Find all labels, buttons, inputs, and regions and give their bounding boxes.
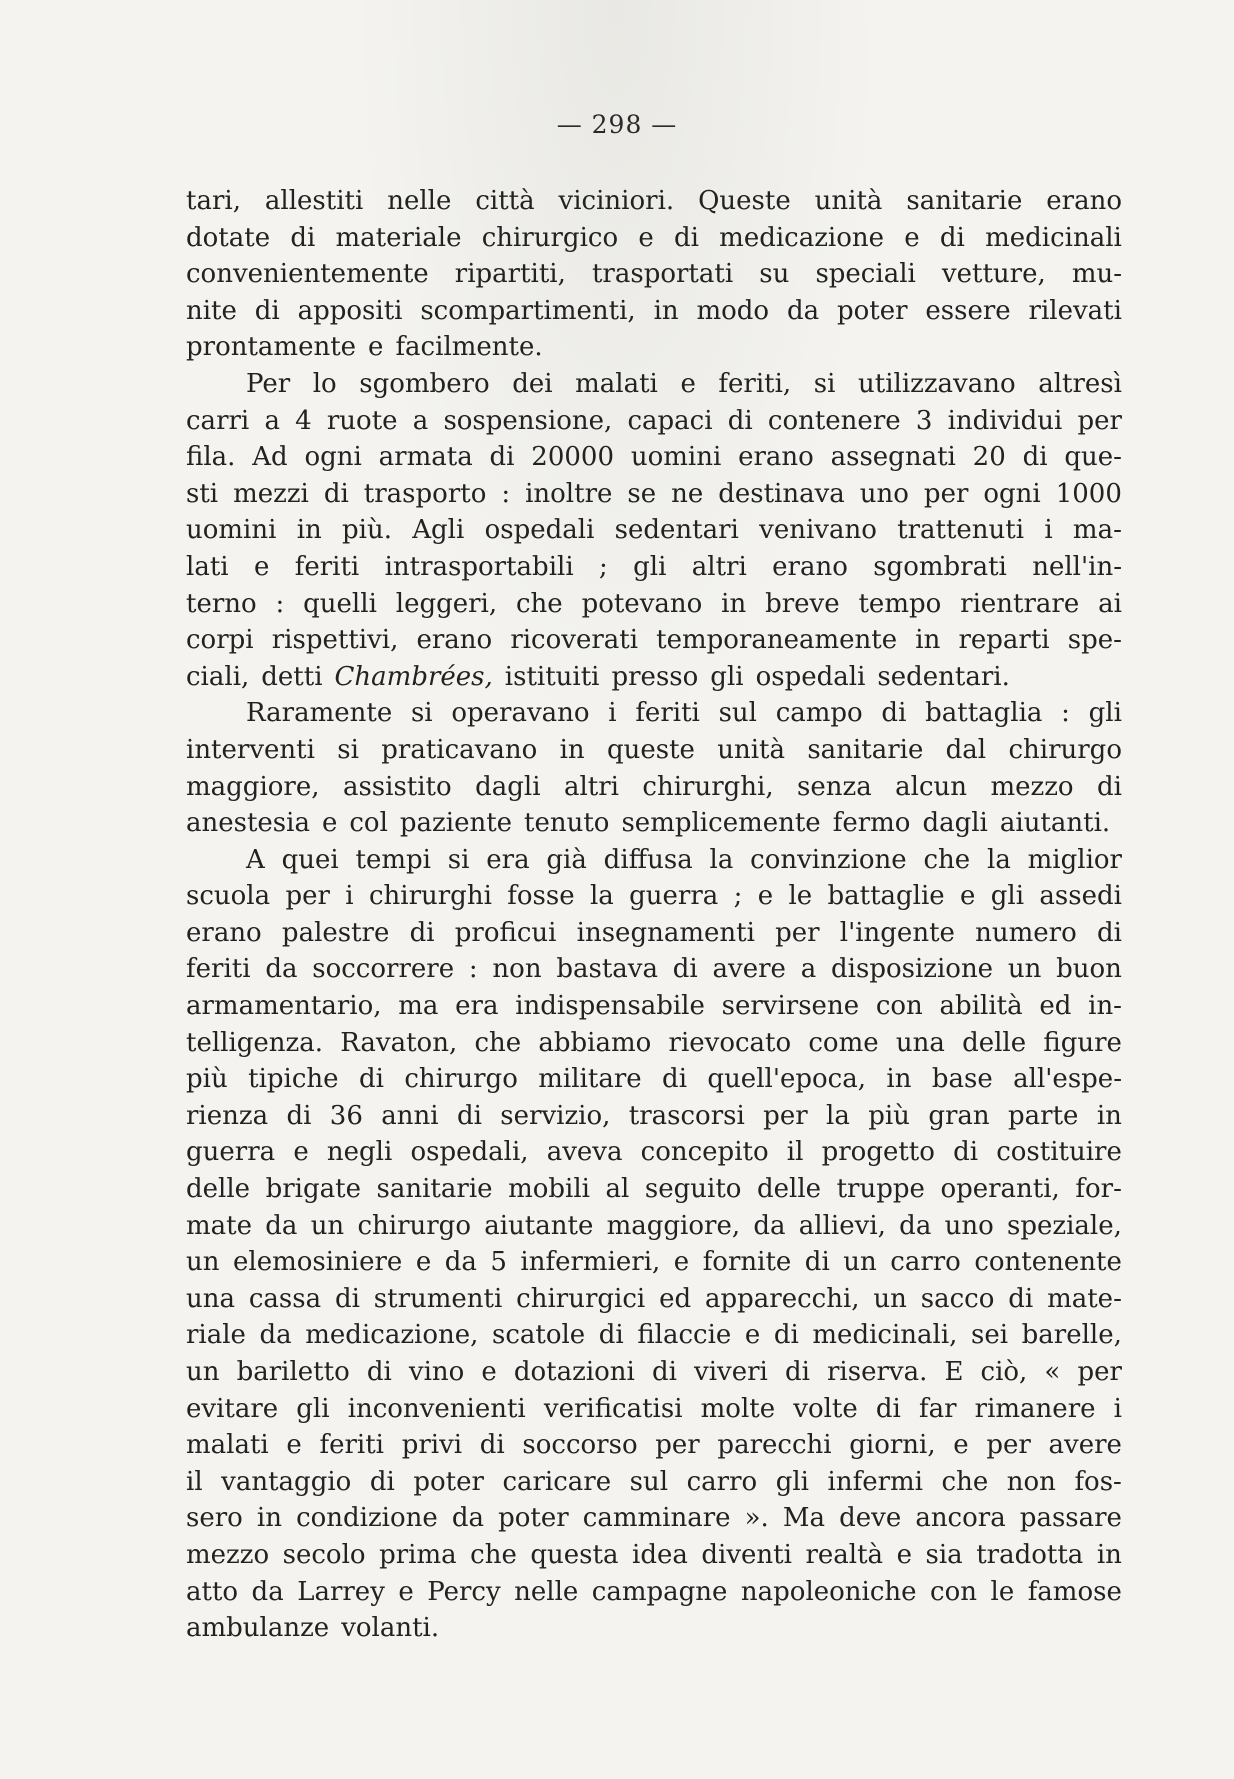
text-line: nite di appositi scompartimenti, in modo da poter essere rilevati [186, 295, 1122, 326]
text-line: malati e feriti privi di soccorso per parecchi giorni, e per avere [186, 1430, 1122, 1461]
text-line: Raramente si operavano i feriti sul campo di battaglia : gli [246, 698, 1122, 729]
paragraph [186, 183, 1122, 366]
text-line: ciali, detti Chambrées, istituiti presso gli ospedali sedentari. [186, 661, 1010, 692]
text-line: mate da un chirurgo aiutante maggiore, da allievi, da uno speziale, [186, 1210, 1122, 1241]
text-line: Per lo sgombero dei malati e feriti, si utilizzavano altresì [246, 368, 1122, 399]
text-line: fila. Ad ogni armata di 20000 uomini erano assegnati 20 di que- [186, 442, 1122, 473]
text-line: terno : quelli leggeri, che potevano in breve tempo rientrare ai [186, 588, 1122, 619]
text-line: A quei tempi si era già diffusa la convinzione che la miglior [246, 844, 1122, 875]
text-line: corpi rispettivi, erano ricoverati temporaneamente in reparti spe- [186, 625, 1122, 656]
text-line: convenientemente ripartiti, trasportati su speciali vetture, mu- [186, 259, 1122, 290]
page-number: — 298 — [556, 110, 678, 139]
text-line: mezzo secolo prima che questa idea diventi realtà e sia tradotta in [186, 1539, 1122, 1570]
text-line: guerra e negli ospedali, aveva concepito il progetto di costituire [186, 1137, 1122, 1168]
text-line: più tipiche di chirurgo militare di quell'epoca, in base all'espe- [186, 1064, 1122, 1095]
text-line: lati e feriti intrasportabili ; gli altri erano sgombrati nell'in- [186, 551, 1122, 582]
body-text [186, 183, 1122, 1647]
text-line: telligenza. Ravaton, che abbiamo rievocato come una delle figure [186, 1027, 1122, 1058]
paragraph [186, 366, 1122, 695]
text-line: un elemosiniere e da 5 infermieri, e fornite di un carro contenente [186, 1247, 1122, 1278]
text-line: sero in condizione da poter camminare ». Ma deve ancora passare [186, 1503, 1122, 1534]
text-line: prontamente e facilmente. [186, 332, 543, 363]
text-line: feriti da soccorrere : non bastava di avere a disposizione un buon [186, 954, 1122, 985]
text-line: sti mezzi di trasporto : inoltre se ne destinava uno per ogni 1000 [186, 478, 1122, 509]
text-line: erano palestre di proficui insegnamenti per l'ingente numero di [186, 917, 1122, 948]
text-line: anestesia e col paziente tenuto semplicemente fermo dagli aiutanti. [186, 808, 1111, 839]
text-line: scuola per i chirurghi fosse la guerra ; e le battaglie e gli assedi [186, 881, 1122, 912]
text-line: interventi si praticavano in queste unità sanitarie dal chirurgo [186, 734, 1122, 765]
text-line: atto da Larrey e Percy nelle campagne napoleoniche con le famose [186, 1576, 1122, 1607]
text-line: uomini in più. Agli ospedali sedentari venivano trattenuti i ma- [186, 515, 1122, 546]
text-line: dotate di materiale chirurgico e di medicazione e di medicinali [186, 222, 1122, 253]
text-line: maggiore, assistito dagli altri chirurghi, senza alcun mezzo di [186, 771, 1122, 802]
text-line: il vantaggio di poter caricare sul carro gli infermi che non fos- [186, 1466, 1122, 1497]
text-line: un bariletto di vino e dotazioni di viveri di riserva. E ciò, « per [186, 1357, 1122, 1387]
paragraph [186, 695, 1122, 841]
text-line: delle brigate sanitarie mobili al seguito delle truppe operanti, for- [186, 1174, 1122, 1205]
text-line: evitare gli inconvenienti verificatisi molte volte di far rimanere i [186, 1393, 1122, 1424]
text-line: tari, allestiti nelle città viciniori. Queste unità sanitarie erano [186, 186, 1122, 216]
text-line: riale da medicazione, scatole di filaccie e di medicinali, sei barelle, [186, 1320, 1122, 1351]
text-line: rienza di 36 anni di servizio, trascorsi per la più gran parte in [186, 1100, 1122, 1131]
paragraph [186, 842, 1122, 1647]
text-line: carri a 4 ruote a sospensione, capaci di contenere 3 individui per [186, 405, 1122, 436]
text-line: ambulanze volanti. [186, 1613, 440, 1644]
text-line: armamentario, ma era indispensabile servirsene con abilità ed in- [186, 991, 1122, 1022]
text-line: una cassa di strumenti chirurgici ed apparecchi, un sacco di mate- [186, 1283, 1122, 1314]
